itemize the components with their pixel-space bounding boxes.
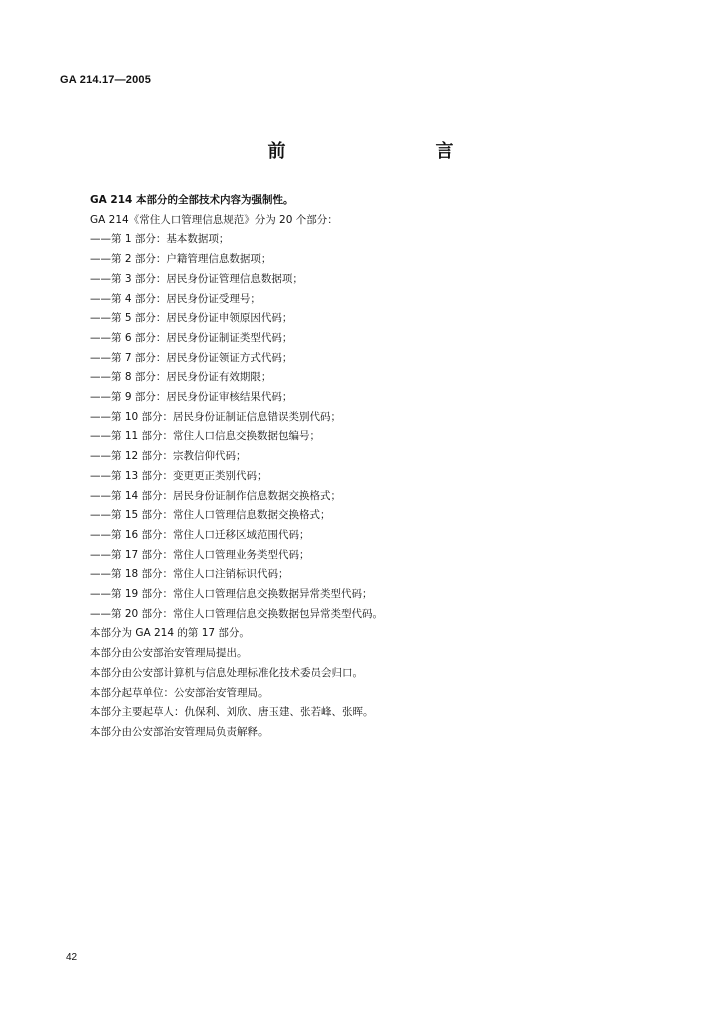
page-number: 42	[66, 952, 78, 963]
foreword-line: 本部分起草单位：公安部治安管理局。	[90, 686, 269, 699]
foreword-line: ——第 12 部分：宗教信仰代码；	[90, 450, 247, 463]
standard-code-header: GA 214.17—2005	[60, 74, 152, 86]
foreword-line: 本部分为 GA 214 的第 17 部分。	[90, 627, 250, 640]
foreword-line: 本部分由公安部计算机与信息处理标准化技术委员会归口。	[90, 666, 363, 679]
foreword-line: ——第 8 部分：居民身份证有效期限；	[90, 371, 272, 384]
foreword-line: ——第 9 部分：居民身份证审核结果代码；	[90, 391, 293, 404]
foreword-line: ——第 14 部分：居民身份证制作信息数据交换格式；	[90, 489, 342, 502]
foreword-line: ——第 17 部分：常住人口管理业务类型代码；	[90, 548, 310, 561]
foreword-line: 本部分由公安部治安管理局提出。	[90, 647, 248, 660]
foreword-line: ——第 7 部分：居民身份证领证方式代码；	[90, 351, 293, 364]
foreword-line: ——第 13 部分：变更更正类别代码；	[90, 469, 268, 482]
foreword-line: ——第 1 部分：基本数据项；	[90, 233, 230, 246]
foreword-line: ——第 19 部分：常住人口管理信息交换数据异常类型代码；	[90, 588, 373, 601]
foreword-line: ——第 20 部分：常住人口管理信息交换数据包异常类型代码。	[90, 607, 384, 620]
page-title: 前 言	[267, 141, 492, 162]
foreword-line: GA 214 本部分的全部技术内容为强制性。	[90, 194, 294, 206]
foreword-line: 本部分主要起草人：仇保利、刘欣、唐玉建、张若峰、张晖。	[90, 706, 374, 719]
foreword-line: 本部分由公安部治安管理局负责解释。	[90, 725, 269, 738]
foreword-line: GA 214《常住人口管理信息规范》分为 20 个部分：	[90, 213, 338, 226]
foreword-line: ——第 5 部分：居民身份证申领原因代码；	[90, 312, 293, 325]
foreword-body	[90, 191, 670, 743]
foreword-line: ——第 2 部分：户籍管理信息数据项；	[90, 253, 272, 266]
foreword-line: ——第 18 部分：常住人口注销标识代码；	[90, 568, 289, 581]
foreword-line: ——第 3 部分：居民身份证管理信息数据项；	[90, 272, 303, 285]
foreword-line: ——第 6 部分：居民身份证制证类型代码；	[90, 331, 293, 344]
foreword-line: ——第 16 部分：常住人口迁移区域范围代码；	[90, 528, 310, 541]
foreword-line: ——第 15 部分：常住人口管理信息数据交换格式；	[90, 509, 331, 522]
foreword-line: ——第 4 部分：居民身份证受理号；	[90, 292, 261, 305]
foreword-line: ——第 11 部分：常住人口信息交换数据包编号；	[90, 430, 321, 443]
foreword-line: ——第 10 部分：居民身份证制证信息错误类别代码；	[90, 410, 342, 423]
